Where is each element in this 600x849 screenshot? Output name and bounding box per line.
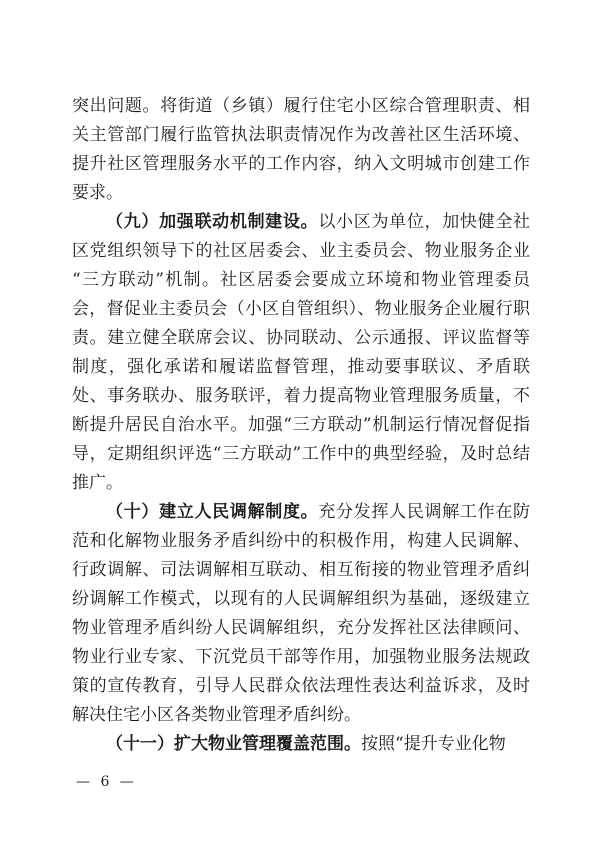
paragraph-item-10 (72, 498, 530, 730)
paragraph-continuation (72, 92, 530, 208)
paragraph-item-11 (72, 730, 530, 759)
page-number: — 6 — (76, 774, 137, 790)
body-text-block (72, 92, 530, 759)
paragraph-lead: （十）建立人民调解制度。 (106, 502, 319, 522)
paragraph-item-9 (72, 208, 530, 498)
paragraph-lead: （九）加强联动机制建设。 (106, 212, 319, 232)
paragraph-text: 突出问题。将街道（乡镇）履行住宅小区综合管理职责、相关主管部门履行监管执法职责情况作为改善社区生活环境、提升社区管理服务水平的工作内容，纳入文明城市创建工作要求。 (72, 96, 530, 203)
paragraph-text: 按照“提升专业化物 (361, 734, 506, 754)
paragraph-text: 充分发挥人民调解工作在防范和化解物业服务矛盾纠纷中的积极作用，构建人民调解、行政调解、司法调解相互联动、相互衔接的物业管理矛盾纠纷调解工作模式，以现有的人民调解组织为基础，逐级建立物业管理矛盾纠纷人民调解组织，充分发挥社区法律顾问、物业行业专家、下沉党员干部等作用，加强物业服务法规政策的宣传教育，引导人民群众依法理性表达利益诉求，及时解决住宅小区各类物业管理矛盾纠纷。 (72, 502, 531, 725)
paragraph-text: 以小区为单位，加快健全社区党组织领导下的社区居委会、业主委员会、物业服务企业“三方联动”机制。社区居委会要成立环境和物业管理委员会，督促业主委员会（小区自管组织）、物业服务企业履行职责。建立健全联席会议、协同联动、公示通报、评议监督等制度，强化承诺和履诺监督管理，推动要事联议、矛盾联处、事务联办、服务联评，着力提高物业管理服务质量，不断提升居民自治水平。加强“三方联动”机制运行情况督促指导，定期组织评选“三方联动”工作中的典型经验，及时总结推广。 (72, 212, 531, 493)
paragraph-lead: （十一）扩大物业管理覆盖范围。 (106, 734, 361, 754)
